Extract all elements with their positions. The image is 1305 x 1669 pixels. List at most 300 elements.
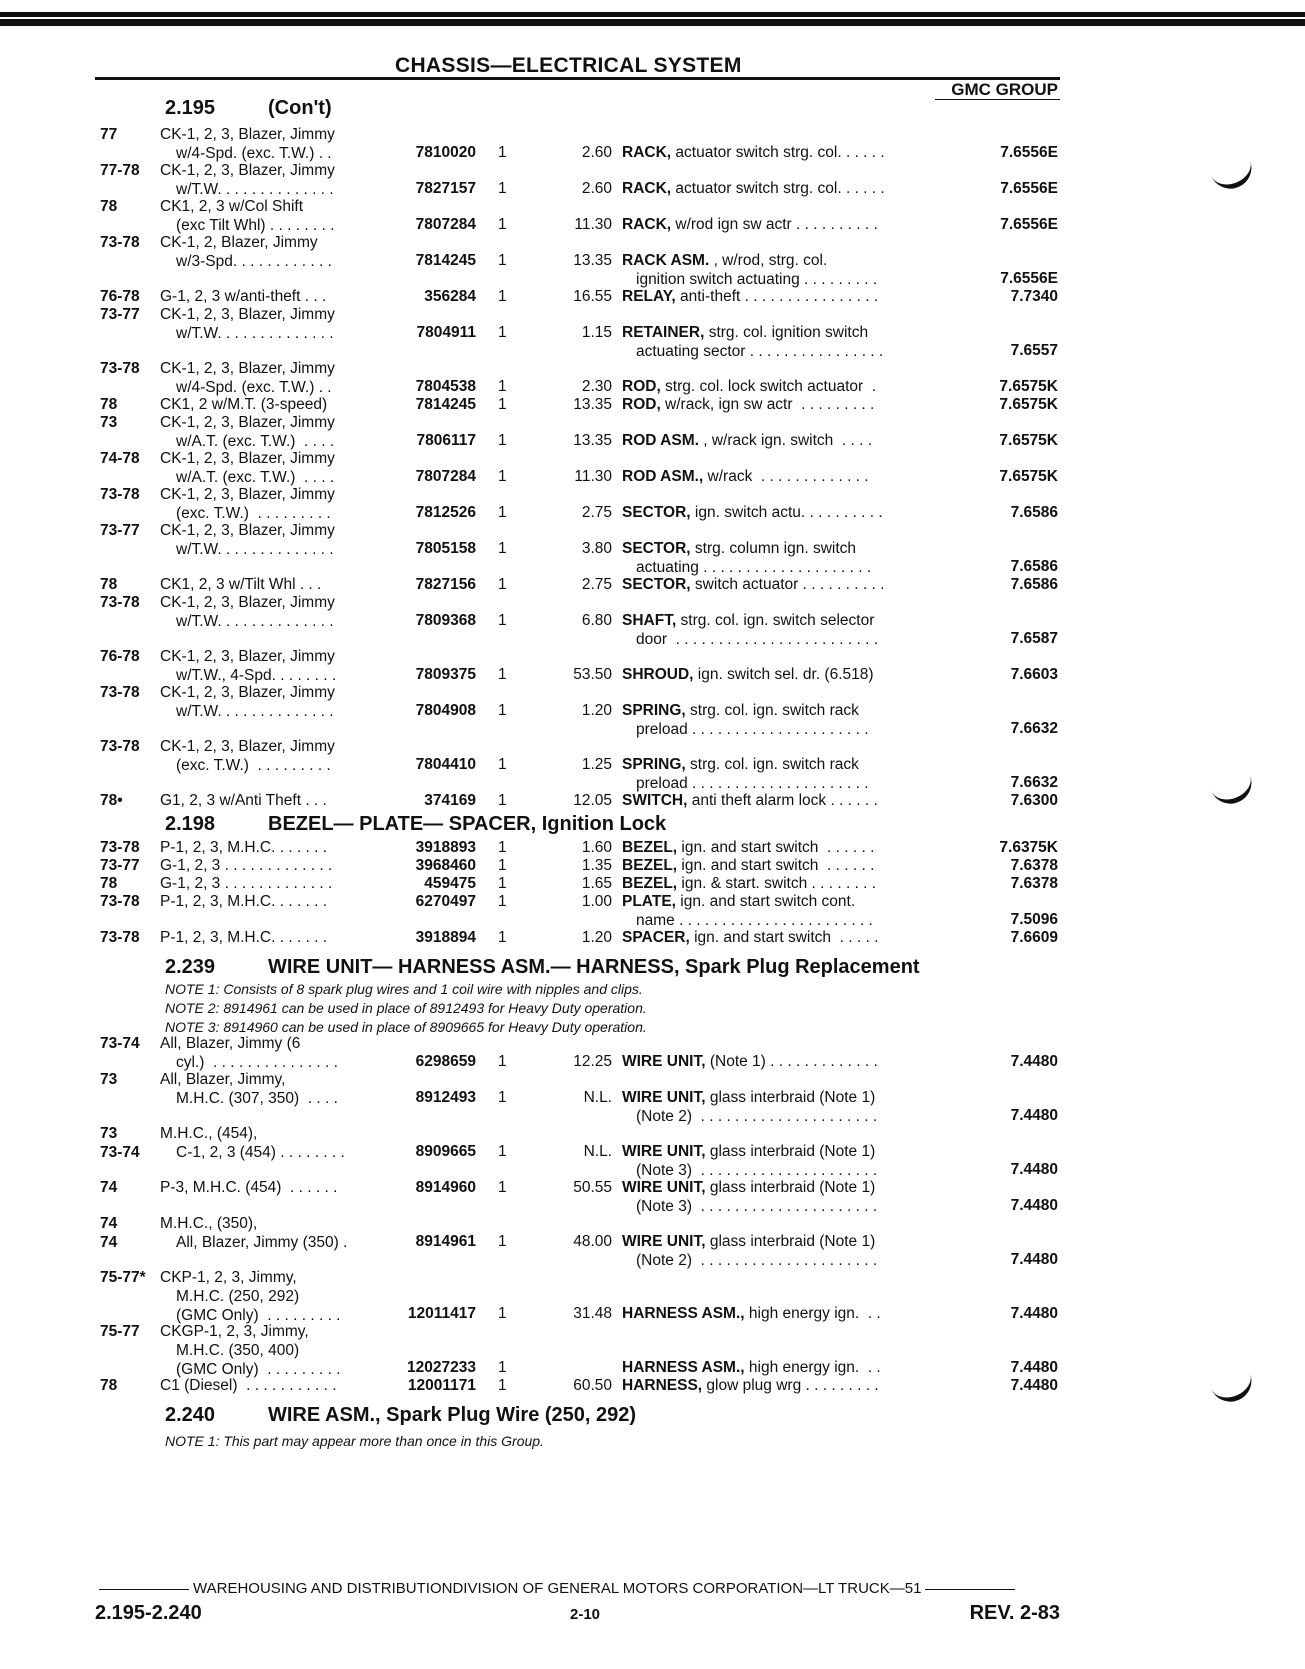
section-number: 2.195 [165,97,216,119]
catalog-number: 7.5096 [1010,911,1058,928]
model-years: 73-78 [100,360,140,377]
catalog-number: 7.7340 [1010,288,1058,305]
part-number: 7809368 [415,612,476,629]
price: 1.60 [581,839,612,856]
part-number: 8909665 [415,1143,476,1160]
part-name: RETAINER, [622,324,705,341]
description-line [622,856,874,875]
description-text: actuator switch strg. col. . . . . . [671,180,885,197]
application-line: (exc. T.W.) . . . . . . . . . [176,505,331,522]
application [160,737,335,775]
quantity: 1 [498,180,507,197]
part-number: 8914961 [415,1233,476,1250]
price: 48.00 [573,1233,612,1250]
part-number: 7807284 [415,468,476,485]
catalog-number: 7.4480 [1010,1161,1058,1178]
description [622,287,878,306]
catalog-number: 7.6378 [1010,875,1058,892]
description-text: ign. and start switch cont. [675,893,856,910]
footer-page-number: 2-10 [570,1606,601,1623]
description [622,395,874,414]
description-text: high energy ign. . . [744,1359,881,1376]
catalog-number: 7.6557 [1010,342,1058,359]
description-line [622,838,874,857]
description-line [622,395,874,414]
application-line: All, Blazer, Jimmy, [160,1071,286,1088]
application [160,305,335,343]
application [160,593,335,631]
application-line: P-1, 2, 3, M.H.C. . . . . . . [160,893,328,910]
part-name: RACK, [622,216,672,233]
description-text: w/rod ign sw actr . . . . . . . . . . [671,216,878,233]
model-years: 78 [100,198,118,215]
price: 2.60 [581,144,612,161]
quantity: 1 [498,1053,507,1070]
application-line: CK-1, 2, 3, Blazer, Jimmy [160,648,335,665]
part-number: 3918893 [415,839,476,856]
description [622,575,884,594]
application [160,874,332,893]
price: 1.20 [581,702,612,719]
section-heading-2-240 [165,1404,636,1427]
part-name: WIRE UNIT, [622,1233,706,1250]
description-text: ign. switch sel. dr. (6.518) [693,666,874,683]
catalog-number: 7.6586 [1010,576,1058,593]
note-line: NOTE 1: This part may appear more than once in this Group. [165,1433,544,1449]
part-number: 12011417 [407,1305,476,1322]
part-name: HARNESS ASM., [622,1305,745,1322]
catalog-number: 7.6575K [999,378,1058,395]
model-years: 73-78 [100,594,140,611]
part-number: 3918894 [415,929,476,946]
quantity: 1 [498,1089,507,1106]
application-line: M.H.C. (307, 350) . . . . [176,1090,338,1107]
description-line [622,575,884,594]
description [622,215,878,234]
quantity: 1 [498,396,507,413]
quantity: 1 [498,792,507,809]
part-name: WIRE UNIT, [622,1053,706,1070]
application [160,359,335,397]
part-number: 3968460 [415,857,476,874]
part-number: 7814245 [415,252,476,269]
quantity: 1 [498,576,507,593]
part-name: WIRE UNIT, [622,1143,706,1160]
application-line: G-1, 2, 3 . . . . . . . . . . . . . [160,857,333,874]
application [160,413,335,451]
model-years: 78 [100,396,118,413]
price: 2.60 [581,180,612,197]
application-line: w/3-Spd. . . . . . . . . . . . [176,253,332,270]
quantity: 1 [498,893,507,910]
section-heading-2-198 [165,813,666,836]
catalog-number: 7.6556E [1000,180,1058,197]
description [622,179,885,198]
catalog-number: 7.4480 [1010,1251,1058,1268]
part-name: SPACER, [622,929,690,946]
description-text: strg. col. ign. switch rack [685,702,859,719]
part-name: SHAFT, [622,612,677,629]
description-line [622,928,878,947]
part-name: HARNESS, [622,1377,703,1394]
model-years: 73 73-74 [100,1125,140,1161]
section-number: 2.198 [165,813,216,835]
price: 2.30 [581,378,612,395]
description-line [622,179,885,198]
model-years: 78 [100,1377,118,1394]
description-line [622,1376,879,1395]
price: 13.35 [573,252,612,269]
part-name: SECTOR, [622,576,691,593]
description-line [622,1358,881,1377]
model-years: 76-78 [100,648,140,665]
description-text: anti theft alarm lock . . . . . . [687,792,878,809]
part-name: SECTOR, [622,504,691,521]
model-years: 73-74 [100,1035,140,1052]
part-number: 356284 [424,288,476,305]
description [622,665,874,684]
quantity: 1 [498,540,507,557]
application [160,683,335,721]
catalog-number: 7.4480 [1010,1197,1058,1214]
quantity: 1 [498,756,507,773]
application-line: w/T.W. . . . . . . . . . . . . . [176,541,334,558]
description-line: actuating . . . . . . . . . . . . . . . . . . . . [636,559,872,576]
part-number: 459475 [424,875,476,892]
application-line: w/T.W. . . . . . . . . . . . . . [176,325,334,342]
description [622,1358,881,1377]
description-line: ignition switch actuating . . . . . . . . . [636,271,878,288]
description-text: w/rack, ign sw actr . . . . . . . . . [660,396,875,413]
description [622,892,873,930]
application [160,838,327,857]
part-number: 7806117 [416,432,476,449]
application [160,1124,345,1162]
description-line [622,323,883,342]
description-text: glass interbraid (Note 1) [705,1143,876,1160]
part-name: WIRE UNIT, [622,1179,706,1196]
description-text: switch actuator . . . . . . . . . . [690,576,885,593]
application-line: CK-1, 2, Blazer, Jimmy [160,234,318,251]
application [160,1376,337,1395]
application-line: All, Blazer, Jimmy (350) . [176,1234,348,1251]
description-line [622,215,878,234]
application-line: cyl.) . . . . . . . . . . . . . . . [176,1054,338,1071]
application-line: CK1, 2 w/M.T. (3-speed) [160,396,328,413]
section-heading-2-239 [165,956,920,979]
application [160,233,332,271]
description-text: strg. column ign. switch [690,540,857,557]
notes-2-240 [165,1432,544,1451]
part-number: 7804911 [416,324,476,341]
model-years: 73 [100,1071,118,1088]
description-text: , w/rod, strg. col. [709,252,828,269]
description [622,143,885,162]
description [622,503,883,522]
description [622,377,876,396]
description-line: preload . . . . . . . . . . . . . . . . . . . . . [636,775,869,792]
description-line [622,467,869,486]
price: 1.20 [581,929,612,946]
catalog-number: 7.6609 [1010,929,1058,946]
model-years: 73-78 [100,486,140,503]
application-line: CK-1, 2, 3, Blazer, Jimmy [160,306,335,323]
price: 1.65 [581,875,612,892]
quantity: 1 [498,252,507,269]
notes-2-239 [165,980,647,1037]
footer-rule [99,1589,189,1590]
section-title: WIRE ASM., Spark Plug Wire (250, 292) [268,1404,637,1426]
application [160,161,335,199]
description-line [622,791,878,810]
catalog-number: 7.6556E [1000,270,1058,287]
part-name: BEZEL, [622,839,678,856]
part-number: 6270497 [415,893,476,910]
price: N.L. [583,1089,612,1106]
quantity: 1 [498,702,507,719]
application [160,791,327,810]
description-line [622,665,874,684]
description-line: (Note 2) . . . . . . . . . . . . . . . . . . . . . [636,1252,878,1269]
application-line: w/T.W. . . . . . . . . . . . . . [176,703,334,720]
quantity: 1 [498,1143,507,1160]
description-line [622,1142,877,1161]
footer-text: WAREHOUSING AND DISTRIBUTIONDIVISION OF GENERAL MOTORS CORPORATION—LT TRUCK—51 [193,1580,922,1597]
description-line [622,874,876,893]
description-line: preload . . . . . . . . . . . . . . . . . . . . . [636,721,869,738]
part-name: SPRING, [622,756,686,773]
description [622,467,869,486]
description-text: (Note 1) . . . . . . . . . . . . . [705,1053,878,1070]
price: 50.55 [573,1179,612,1196]
application-line: P-1, 2, 3, M.H.C. . . . . . . [160,929,328,946]
description-text: ign. and start switch . . . . . . [677,857,875,874]
price: N.L. [583,1143,612,1160]
application-line: CK-1, 2, 3, Blazer, Jimmy [160,738,335,755]
application-line: C-1, 2, 3 (454) . . . . . . . . [176,1144,345,1161]
application-line: CK1, 2, 3 w/Col Shift [160,198,304,215]
application-line: CK-1, 2, 3, Blazer, Jimmy [160,126,335,143]
application [160,928,327,947]
binder-clip-mark [1210,158,1258,195]
quantity: 1 [498,1305,507,1322]
price: 60.50 [573,1377,612,1394]
catalog-number: 7.4480 [1010,1053,1058,1070]
part-name: ROD ASM., [622,468,704,485]
application [160,521,335,559]
application-line: CK-1, 2, 3, Blazer, Jimmy [160,162,335,179]
description-text: , w/rack ign. switch . . . . [698,432,873,449]
application [160,449,335,487]
part-number: 374169 [424,792,476,809]
quantity: 1 [498,432,507,449]
description-text: high energy ign. . . [744,1305,881,1322]
quantity: 1 [498,929,507,946]
application [160,856,332,875]
section-title: WIRE UNIT— HARNESS ASM.— HARNESS, Spark Plug Replacement [268,956,920,978]
description [622,1304,881,1323]
description [622,1088,877,1126]
quantity: 1 [498,1359,507,1376]
part-number: 7807284 [415,216,476,233]
quantity: 1 [498,875,507,892]
quantity: 1 [498,857,507,874]
part-name: SWITCH, [622,792,688,809]
part-name: ROD, [622,396,661,413]
quantity: 1 [498,378,507,395]
description [622,701,869,739]
description-line [622,1304,881,1323]
model-years: 78 [100,576,118,593]
model-years: 74 74 [100,1215,118,1251]
application [160,1214,347,1252]
application-line: All, Blazer, Jimmy (6 [160,1035,301,1052]
description [622,1052,878,1071]
price: 16.55 [573,288,612,305]
catalog-number: 7.6575K [999,396,1058,413]
application-line: w/4-Spd. (exc. T.W.) . . [176,145,332,162]
description-text: actuator switch strg. col. . . . . . [671,144,885,161]
description-line: (Note 3) . . . . . . . . . . . . . . . . . . . . . [636,1198,878,1215]
description-text: glass interbraid (Note 1) [705,1089,876,1106]
note-line: NOTE 1: Consists of 8 spark plug wires and 1 coil wire with nipples and clips. [165,981,643,997]
price: 31.48 [573,1305,612,1322]
model-years: 73-77 [100,857,140,874]
description [622,1142,877,1180]
description-text: strg. col. ign. switch rack [685,756,859,773]
description-text: glass interbraid (Note 1) [705,1179,876,1196]
price: 1.00 [581,893,612,910]
price: 53.50 [573,666,612,683]
application-line: (GMC Only) . . . . . . . . . [176,1361,341,1378]
model-years: 73-78 [100,738,140,755]
application-line: M.H.C., (350), [160,1215,258,1232]
description-text: strg. col. lock switch actuator . [660,378,877,395]
quantity: 1 [498,288,507,305]
application-line: P-1, 2, 3, M.H.C. . . . . . . [160,839,328,856]
part-name: RACK, [622,180,672,197]
quantity: 1 [498,1233,507,1250]
part-name: HARNESS ASM., [622,1359,745,1376]
application-line: P-3, M.H.C. (454) . . . . . . [160,1179,338,1196]
application [160,1322,340,1379]
model-years: 73-78 [100,234,140,251]
description-line: (Note 3) . . . . . . . . . . . . . . . . . . . . . [636,1162,878,1179]
description-line: (Note 2) . . . . . . . . . . . . . . . . . . . . . [636,1108,878,1125]
part-number: 7804908 [415,702,476,719]
price: 12.05 [573,792,612,809]
part-number: 7814245 [415,396,476,413]
part-number: 7827156 [415,576,476,593]
application-line: w/T.W. . . . . . . . . . . . . . [176,613,334,630]
application [160,125,335,163]
title-rule [95,77,1060,80]
part-name: RACK, [622,144,672,161]
part-number: 8912493 [415,1089,476,1106]
description-text: strg. col. ign. switch selector [676,612,875,629]
description-line [622,503,883,522]
section-number: 2.240 [165,1404,216,1426]
price: 1.15 [581,324,612,341]
application-line: w/4-Spd. (exc. T.W.) . . [176,379,332,396]
part-name: RACK ASM. [622,252,710,269]
part-name: WIRE UNIT, [622,1089,706,1106]
part-name: SPRING, [622,702,686,719]
application-line: CKGP-1, 2, 3, Jimmy, [160,1323,309,1340]
quantity: 1 [498,1179,507,1196]
quantity: 1 [498,839,507,856]
description-text: ign. and start switch . . . . . . [677,839,875,856]
description [622,251,877,289]
price: 3.80 [581,540,612,557]
application-line: G1, 2, 3 w/Anti Theft . . . [160,792,327,809]
catalog-number: 7.6556E [1000,144,1058,161]
footer-rule [925,1589,1015,1590]
model-years: 77-78 [100,162,140,179]
application-line: CK-1, 2, 3, Blazer, Jimmy [160,684,335,701]
description-text: ign. & start. switch . . . . . . . . [677,875,877,892]
part-number: 7804538 [415,378,476,395]
description [622,755,869,793]
description [622,611,878,649]
price: 2.75 [581,576,612,593]
application-line: CK-1, 2, 3, Blazer, Jimmy [160,360,335,377]
application-line: w/A.T. (exc. T.W.) . . . . [176,433,335,450]
application-line: w/T.W. . . . . . . . . . . . . . [176,181,334,198]
description [622,1376,879,1395]
part-number: 12001171 [407,1377,476,1394]
description-text: glow plug wrg . . . . . . . . . [702,1377,879,1394]
description [622,791,878,810]
description [622,323,883,361]
application [160,287,326,306]
application-line: CK-1, 2, 3, Blazer, Jimmy [160,522,335,539]
description-text: ign. switch actu. . . . . . . . . . [690,504,883,521]
part-name: SECTOR, [622,540,691,557]
application-line: CK1, 2, 3 w/Tilt Whl . . . [160,576,322,593]
catalog-number: 7.6575K [999,468,1058,485]
quantity: 1 [498,666,507,683]
application [160,197,334,235]
catalog-number: 7.6586 [1010,558,1058,575]
price: 1.35 [581,857,612,874]
price: 1.25 [581,756,612,773]
description-line: name . . . . . . . . . . . . . . . . . . . . . . . [636,912,873,929]
quantity: 1 [498,612,507,629]
price: 11.30 [574,216,612,233]
description-text: anti-theft . . . . . . . . . . . . . . . . [675,288,879,305]
price: 11.30 [574,468,612,485]
note-line: NOTE 2: 8914961 can be used in place of 8912493 for Heavy Duty operation. [165,1000,647,1016]
group-label: GMC GROUP [951,80,1058,99]
footer-section-range: 2.195-2.240 [95,1602,202,1624]
description [622,928,878,947]
section-number: 2.239 [165,956,216,978]
catalog-number: 7.6632 [1010,720,1058,737]
quantity: 1 [498,468,507,485]
description-line [622,892,873,911]
part-name: ROD, [622,378,661,395]
description-line [622,1052,878,1071]
application-line: (exc. T.W.) . . . . . . . . . [176,757,331,774]
part-number: 7809375 [415,666,476,683]
application [160,1070,338,1108]
quantity: 1 [498,144,507,161]
part-number: 7812526 [415,504,476,521]
description-line [622,1178,877,1197]
footer-revision: REV. 2-83 [969,1602,1060,1624]
model-years: 73-78 [100,839,140,856]
